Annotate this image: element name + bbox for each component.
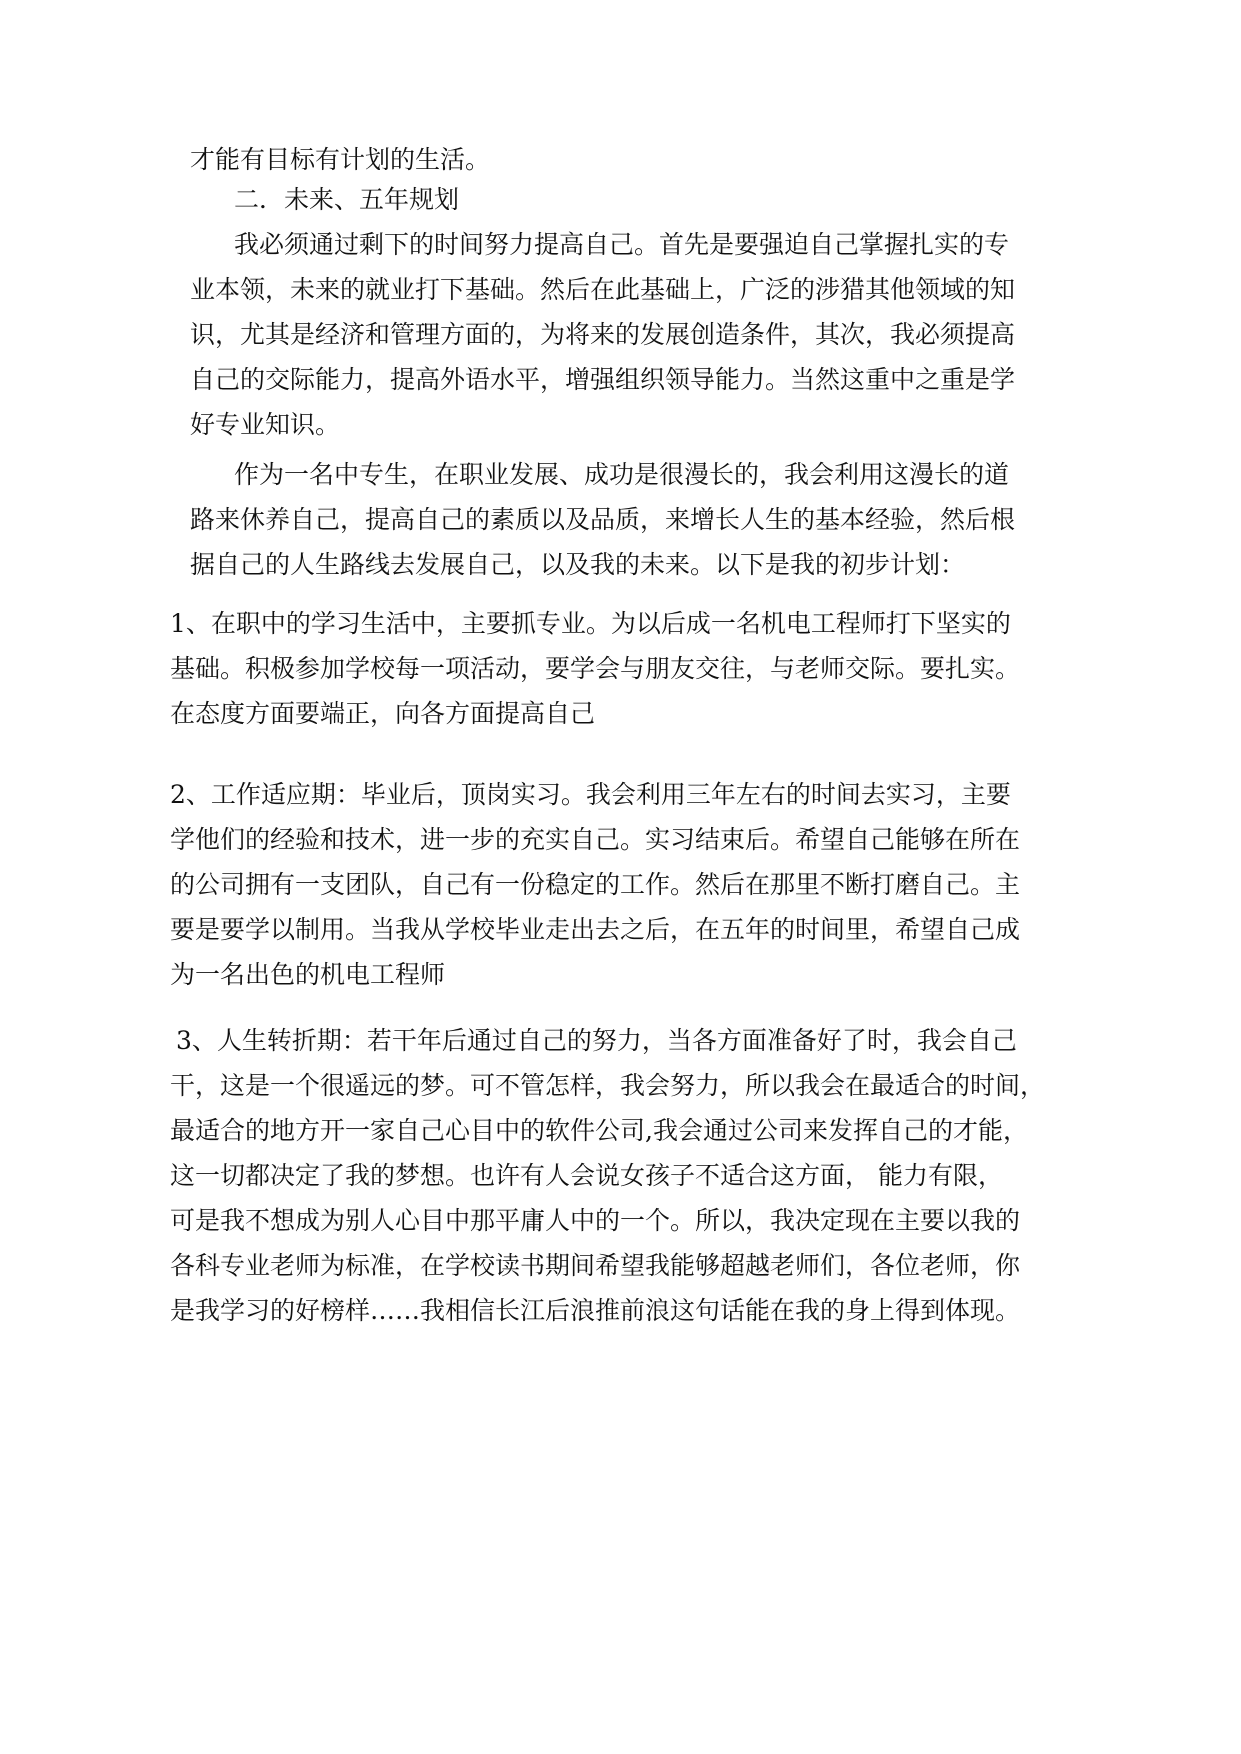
text-line: 学他们的经验和技术，进一步的充实自己。实习结束后。希望自己能够在所在 [170, 825, 1021, 854]
text-line: 为一名出色的机电工程师 [170, 960, 446, 989]
text-line: 作为一名中专生，在职业发展、成功是很漫长的，我会利用这漫长的道 [234, 460, 1010, 489]
text-line: 最适合的地方开一家自己心目中的软件公司,我会通过公司来发挥自己的才能， [170, 1116, 1028, 1145]
text-line: 自己的交际能力，提高外语水平，增强组织领导能力。当然这重中之重是学 [190, 365, 1016, 394]
text-line: 基础。积极参加学校每一项活动，要学会与朋友交往，与老师交际。要扎实。 [170, 654, 1021, 683]
list-item-2: 2、工作适应期：毕业后，顶岗实习。我会利用三年左右的时间去实习，主要 [170, 780, 1011, 809]
text-line: 这一切都决定了我的梦想。也许有人会说女孩子不适合这方面， 能力有限， [170, 1161, 1003, 1190]
text-line: 才能有目标有计划的生活。 [190, 145, 491, 174]
text-line: 识，尤其是经济和管理方面的，为将来的发展创造条件，其次，我必须提高 [190, 320, 1016, 349]
text-line: 据自己的人生路线去发展自己，以及我的未来。以下是我的初步计划： [190, 550, 966, 579]
text-line: 是我学习的好榜样……我相信长江后浪推前浪这句话能在我的身上得到体现。 [170, 1296, 1021, 1325]
text-line: 干，这是一个很遥远的梦。可不管怎样，我会努力，所以我会在最适合的时间， [170, 1071, 1046, 1100]
text-line: 要是要学以制用。当我从学校毕业走出去之后，在五年的时间里，希望自己成 [170, 915, 1021, 944]
section-heading: 二．未来、五年规划 [234, 185, 460, 214]
text-line: 各科专业老师为标准，在学校读书期间希望我能够超越老师们，各位老师，你 [170, 1251, 1021, 1280]
list-item-1: 1、在职中的学习生活中，主要抓专业。为以后成一名机电工程师打下坚实的 [170, 609, 1011, 638]
text-line: 我必须通过剩下的时间努力提高自己。首先是要强迫自己掌握扎实的专 [234, 230, 1010, 259]
text-line: 在态度方面要端正，向各方面提高自己 [170, 699, 596, 728]
text-line: 可是我不想成为别人心目中那平庸人中的一个。所以，我决定现在主要以我的 [170, 1206, 1021, 1235]
text-line: 业本领，未来的就业打下基础。然后在此基础上，广泛的涉猎其他领域的知 [190, 275, 1016, 304]
text-line: 路来休养自己，提高自己的素质以及品质，来增长人生的基本经验，然后根 [190, 505, 1016, 534]
text-line: 好专业知识。 [190, 410, 341, 439]
list-item-3: 3、人生转折期：若干年后通过自己的努力，当各方面准备好了时，我会自己 [176, 1026, 1017, 1055]
text-line: 的公司拥有一支团队，自己有一份稳定的工作。然后在那里不断打磨自己。主 [170, 870, 1021, 899]
